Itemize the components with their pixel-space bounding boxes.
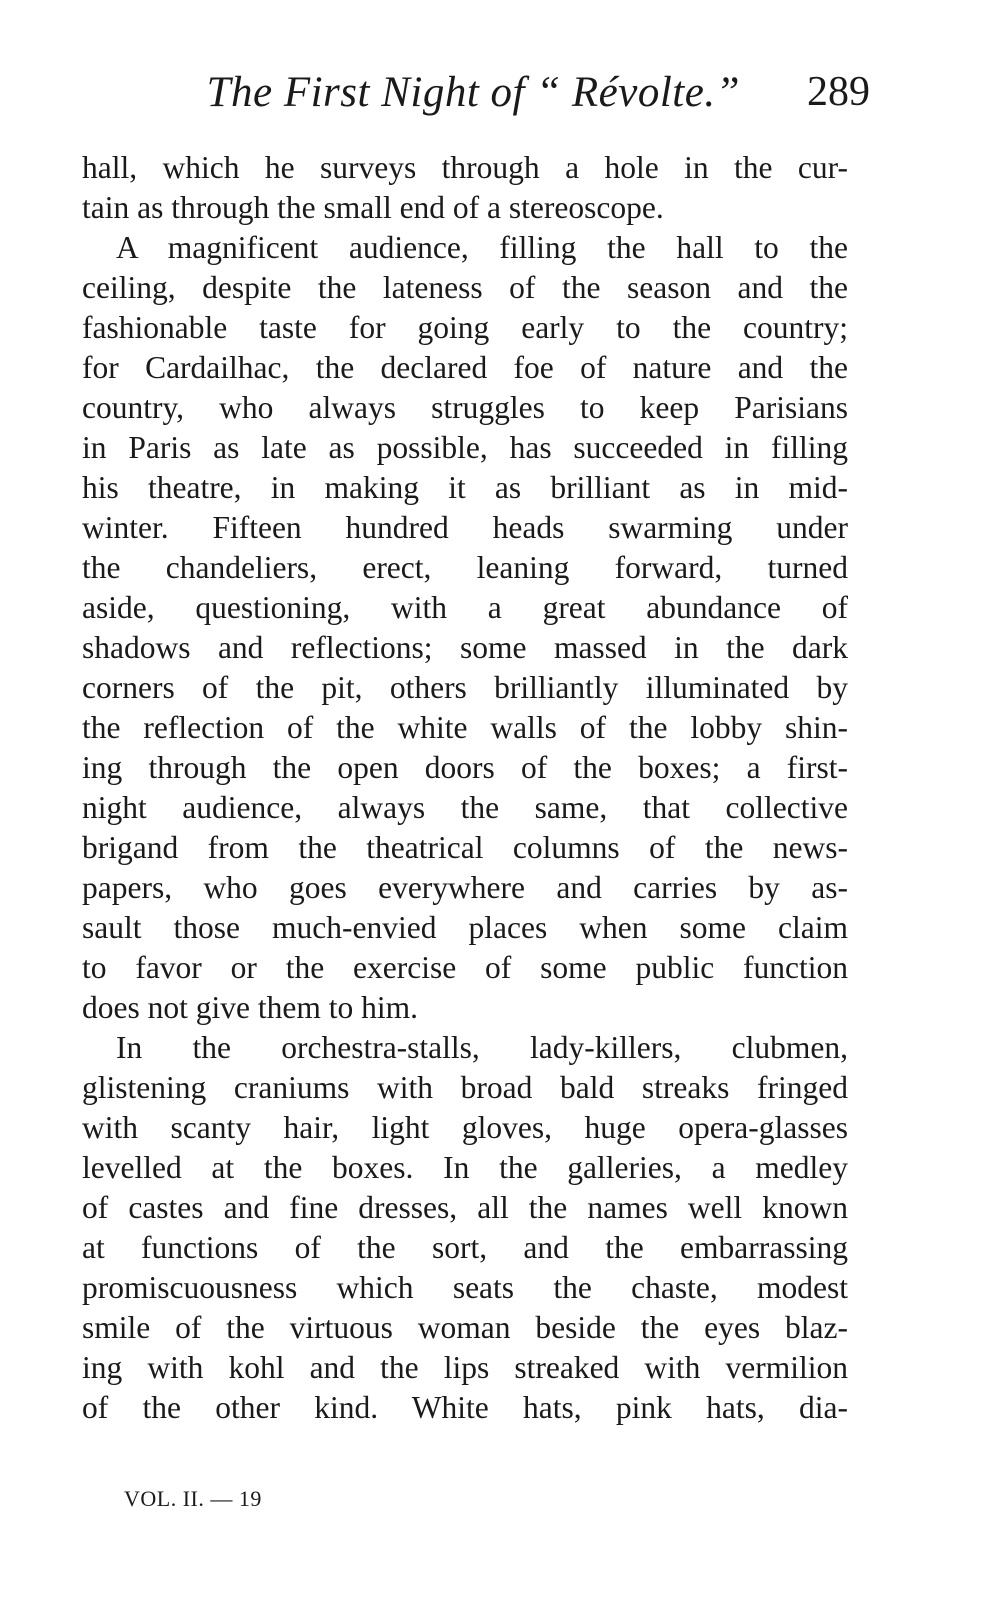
body-text [82,148,848,1428]
text-line: does not give them to him. [82,990,418,1025]
text-line: fashionable taste for going early to the country; [82,310,848,345]
text-line: to favor or the exercise of some public function [82,950,848,985]
text-line: his theatre, in making it as brilliant as in mid- [82,470,848,505]
text-line: the reflection of the white walls of the lobby shin- [82,710,848,745]
text-line: the chandeliers, erect, leaning forward, turned [82,550,848,585]
paragraph-start-line: In the orchestra-stalls, lady-killers, clubmen, [116,1030,848,1065]
text-line: sault those much-envied places when some claim [82,910,848,945]
text-line: of the other kind. White hats, pink hats, dia- [82,1390,848,1425]
page-header [80,68,870,128]
text-line: tain as through the small end of a stereoscope. [82,190,664,225]
text-line: night audience, always the same, that collective [82,790,848,825]
text-line: ing with kohl and the lips streaked with vermilion [82,1350,848,1385]
signature-mark: VOL. II. — 19 [124,1486,262,1511]
text-line: for Cardailhac, the declared foe of nature and the [82,350,848,385]
text-line: hall, which he surveys through a hole in the cur- [82,150,848,185]
text-line: of castes and fine dresses, all the names well known [82,1190,848,1225]
text-line: corners of the pit, others brilliantly illuminated by [82,670,848,705]
text-line: shadows and reflections; some massed in the dark [82,630,848,665]
paragraph-start-line: A magnificent audience, filling the hall to the [116,230,848,265]
text-line: papers, who goes everywhere and carries by as- [82,870,848,905]
text-line: ceiling, despite the lateness of the season and the [82,270,848,305]
text-line: smile of the virtuous woman beside the eyes blaz- [82,1310,848,1345]
running-title: The First Night of “ Révolte.” [206,69,740,116]
text-line: levelled at the boxes. In the galleries, a medley [82,1150,848,1185]
text-line: in Paris as late as possible, has succeeded in filling [82,430,848,465]
text-line: at functions of the sort, and the embarrassing [82,1230,848,1265]
page-number: 289 [807,69,870,115]
text-line: country, who always struggles to keep Parisians [82,390,848,425]
text-line: promiscuousness which seats the chaste, modest [82,1270,848,1305]
text-line: winter. Fifteen hundred heads swarming under [82,510,848,545]
text-line: with scanty hair, light gloves, huge opera-glasses [82,1110,848,1145]
text-line: aside, questioning, with a great abundance of [82,590,848,625]
text-line: ing through the open doors of the boxes; a first- [82,750,848,785]
text-line: brigand from the theatrical columns of the news- [82,830,848,865]
text-line: glistening craniums with broad bald streaks fringed [82,1070,848,1105]
